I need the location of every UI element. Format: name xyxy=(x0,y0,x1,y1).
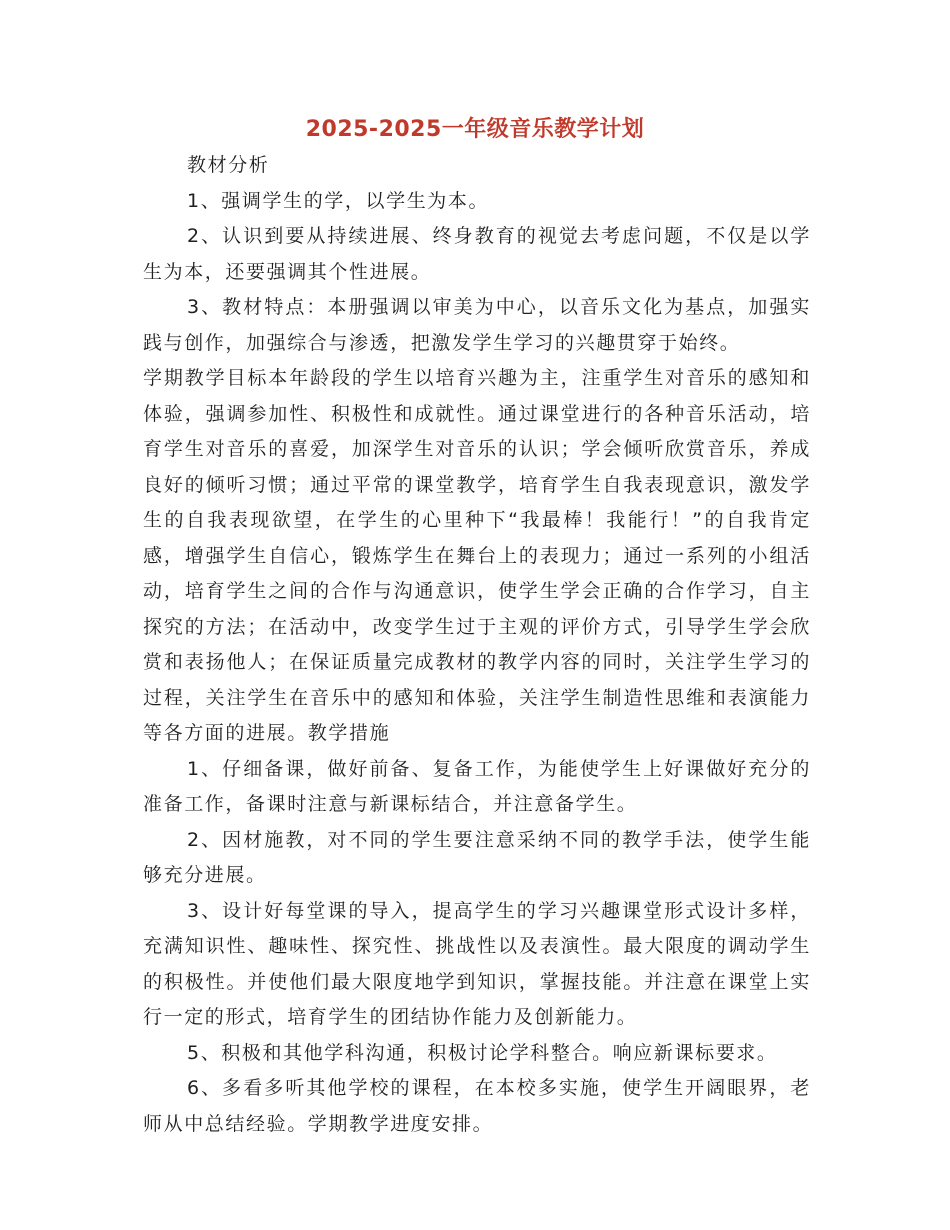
paragraph: 5、积极和其他学科沟通，积极讨论学科整合。响应新课标要求。 xyxy=(187,1041,778,1064)
paragraph: 1、仔细备课，做好前备、复备工作，为能使学生上好课做好充分的准备工作，备课时注意与新课标结合，并注意备学生。 xyxy=(143,757,811,815)
document-body xyxy=(143,148,811,1142)
document-title: 2025-2025一年级音乐教学计划 xyxy=(305,117,645,142)
paragraph: 2、认识到要从持续进展、终身教育的视觉去考虑问题，不仅是以学生为本，还要强调其个性进展。 xyxy=(143,225,811,283)
paragraph: 3、教材特点：本册强调以审美为中心，以音乐文化为基点，加强实践与创作，加强综合与渗透，把激发学生学习的兴趣贯穿于始终。 xyxy=(143,296,811,354)
paragraph: 6、多看多听其他学校的课程，在本校多实施，使学生开阔眼界，老师从中总结经验。学期教学进度安排。 xyxy=(143,1077,811,1135)
paragraph: 学期教学目标本年龄段的学生以培育兴趣为主，注重学生对音乐的感知和体验，强调参加性、积极性和成就性。通过课堂进行的各种音乐活动，培育学生对音乐的喜爱，加深学生对音乐的认识；学会倾听欣赏音乐，养成良好的倾听习惯；通过平常的课堂教学，培育学生自我表现意识，激发学生的自我表现欲望，在学生的心里种下“我最棒！我能行！”的自我肯定感，增强学生自信心，锻炼学生在舞台上的表现力；通过一系列的小组活动，培育学生之间的合作与沟通意识，使学生学会正确的合作学习，自主探究的方法；在活动中，改变学生过于主观的评价方式，引导学生学会欣赏和表扬他人；在保证质量完成教材的教学内容的同时，关注学生学习的过程，关注学生在音乐中的感知和体验，关注学生制造性思维和表演能力等各方面的进展。教学措施 xyxy=(143,367,811,744)
paragraph: 3、设计好每堂课的导入，提高学生的学习兴趣课堂形式设计多样，充满知识性、趣味性、探究性、挑战性以及表演性。最大限度的调动学生的积极性。并使他们最大限度地学到知识，掌握技能。并注意在课堂上实行一定的形式，培育学生的团结协作能力及创新能力。 xyxy=(143,899,811,1028)
paragraph: 教材分析 xyxy=(187,154,270,176)
paragraph: 2、因材施教，对不同的学生要注意采纳不同的教学手法，使学生能够充分进展。 xyxy=(143,828,811,886)
paragraph: 1、强调学生的学，以学生为本。 xyxy=(187,189,490,212)
